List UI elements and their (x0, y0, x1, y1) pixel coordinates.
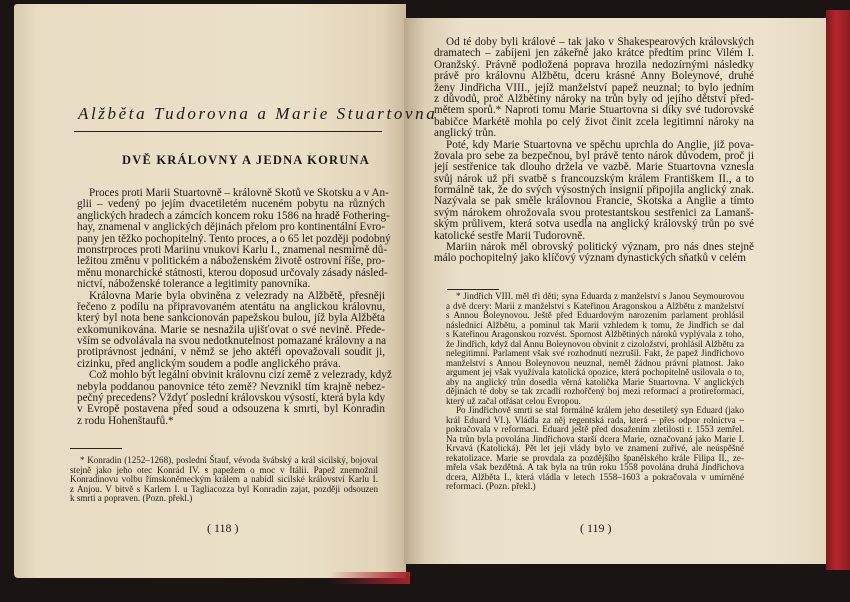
text-line: glii – vedený po jejím dvacetiletém nuceném pobytu na různých (77, 198, 385, 211)
text-line: dramatech – zabíjeni jen zákeřně jako krátce předtím princ Vilém I. (434, 47, 754, 60)
text-line: nebyla poddanou panovnice této země? Nevznikl tím krajně nebez- (77, 380, 385, 393)
text-line: svým nárokem ohrožovala svou protestantskou sestřenici za Lamanš- (434, 206, 754, 219)
page-number: ( 118 ) (207, 521, 239, 535)
text-line: vším se odvolávala na svou nedotknutelnost pomazané královny a na (77, 335, 387, 348)
footnote-paragraph (446, 292, 744, 406)
text-line: pečný precedens? Vždyť poslední královskou výsostí, která byla kdy (77, 392, 386, 405)
text-line: rekatolizace. Marie se provdala za pozdějšího španělského krále Filipa II., ze- (446, 452, 744, 463)
text-line: právě pro královnu Alžbětu, dceru krásné Anny Boleynové, druhé (434, 70, 754, 83)
text-line: Oranžský. Právně podložená poprava hrozila nedozírnými následky (434, 58, 754, 71)
text-line: následnicí Alžbětu, a pominul tak Marii vzhledem k tomu, že Jindřich se dal (446, 319, 744, 330)
paragraph (77, 291, 385, 371)
text-line: * Jindřich VIII. měl tři děti; syna Eduarda z manželství s Janou Seymourovou (456, 291, 744, 301)
text-line: * Konradin (1252–1268), poslední Štauf, vévoda švábský a král sicilský, bojoval (80, 455, 378, 465)
text-line: formálně tak, že do svých výsostných insignií připojila anglický znak. (434, 184, 754, 197)
paragraph (434, 242, 754, 265)
page-number: ( 119 ) (580, 521, 612, 535)
text-line: z rodu Hohenštaufů.* (77, 414, 174, 427)
text-line: s Annou Boleynovou. Ještě před Eduardovým narozením parlament prohlásil (446, 310, 744, 320)
footnote (70, 456, 378, 504)
left-footnote (70, 456, 378, 504)
left-body-text (77, 187, 392, 427)
text-line: Krvavá (Katolická). Pět let její vlády bylo ve znamení zuřivé, ale neúspěšné (446, 443, 744, 453)
text-line: anglický trůn. (434, 127, 497, 140)
text-line: její sestřenice tak dlouho držela ve vazbě. Marie Stuartovna vznesla (434, 161, 754, 174)
text-line: mětem sporů.* Naproti tomu Marie Stuartovna si díky své tudorovské (434, 104, 754, 117)
text-line: který už začal otřásat celou Evropou. (446, 395, 581, 406)
paragraph (77, 187, 391, 291)
text-line: argument jej však využívala katolická opozice, která pochopitelně usilovala o to, (446, 367, 744, 377)
text-line: hay, znamenal v anglických dějinách přelom pro kontinentální Evro- (77, 221, 385, 234)
footnote-rule (70, 448, 122, 449)
text-line: cizinku, před anglickým soudem a podle anglického práva. (77, 357, 341, 370)
text-line: řečeno z podílu na připravovaném atentátu na anglickou královnu, (77, 300, 385, 313)
text-line: v Evropě postavena před soud a odsouzena k smrti, byl Konradin (77, 403, 385, 416)
text-line: pokračovala v reformaci. Eduard ještě před dosažením zletilosti r. 1553 zemřel. (446, 424, 744, 434)
text-line: k smrti a popraven. (Pozn. překl.) (70, 493, 193, 503)
text-line: z důvodů, proč Alžbětiny nároky na trůn byly od jejího dětství před- (434, 92, 754, 105)
text-line: katolické sestře Marii Tudorovně. (434, 229, 586, 242)
header-rule (74, 131, 382, 132)
footnote-paragraph (446, 406, 744, 492)
text-line: dějinách té doby se tak zrcadlí rozhořčený boj mezi reformací a protireformací, (446, 386, 744, 396)
text-line: žovala pro sebe za bezpečnou, byl právě tento nárok důvodem, proč ji (434, 149, 754, 162)
text-line: ležitou změnu v politickém a náboženském životě ostrovní říše, pro- (77, 255, 385, 268)
text-line: pany jen těžko pochopitelný. Tento proces, a o 65 let později podobný (77, 232, 391, 245)
text-line: který byl nota bene sankcionován papežskou bulou, jíž byla Alžběta (77, 312, 385, 325)
text-line: Proces proti Marii Stuartovně – královně Skotů ve Skotsku a v An- (89, 187, 389, 199)
paragraph (77, 369, 392, 427)
text-line: manželství s Annou Boleynovou neuznal, neměl žádnou právní platnost. Jako (446, 357, 744, 368)
text-line: Což mohlo být legální obvinit královnu cizí země z velezrady, když (89, 369, 392, 382)
right-body-text (434, 37, 754, 265)
text-line: málo pochopitelný jako klíčový význam dynastických sňatků v celém (434, 252, 746, 265)
text-line: dcera, Alžběta I., která vládla v letech 1558–1603 a pokračovala v umírněné (446, 471, 744, 482)
book-edge (826, 10, 850, 570)
running-head: Alžběta Tudorovna a Marie Stuartovna (78, 104, 438, 123)
footnote-rule (447, 289, 499, 290)
right-footnote (446, 292, 744, 492)
text-line: reformaci. (Pozn. překl.) (446, 481, 536, 491)
text-line: babičce Markétě mohla po celý život činit zcela legitimní nároky na (434, 115, 754, 128)
text-line: král Eduard VI.). Vládla za něj regentská rada, která – přes odpor rolnictva – (446, 414, 744, 425)
book-cover-corner (330, 572, 410, 584)
text-line: Po Jindřichově smrti se stal formálně králem jeho desetiletý syn Eduard (jako (456, 405, 744, 415)
text-line: ským průlivem, která sotva usedla na anglický královský trůn po své (434, 218, 754, 231)
text-line: mřela však bezdětná. A tak byla na trůn roku 1558 povolána druhá Jindřichova (446, 462, 744, 472)
text-line: nelegitimní. Parlament však své rozhodnutí nezrušil. Fakt, že papež Jindřichovo (446, 348, 744, 358)
text-line: protiprávnost jednání, v němž se jeho aktéři opovažovali soudit ji, (77, 346, 385, 359)
text-line: měnu monarchické státnosti, kterou doposud určovaly zásady násled- (77, 266, 388, 279)
text-line: Mariin nárok měl obrovský politický význam, pro nás dnes stejně (446, 241, 754, 254)
section-title: DVĚ KRÁLOVNY A JEDNA KORUNA (122, 153, 370, 167)
text-line: aby na anglický trůn dosedla věrná katolička Marie Stuartovna. V anglických (446, 376, 744, 387)
text-line: monstrproces proti Mariinu vnukovi Karlu I., znamenal nesmírně dů- (77, 243, 388, 256)
text-line: Od té doby byli králové – tak jako v Shakespearových královských (446, 36, 754, 48)
text-line: Královna Marie byla obviněna z velezrady na Alžbětě, přesněji (89, 289, 385, 302)
paragraph (434, 37, 754, 140)
text-line: Na trůn byla povolána Jindřichova starší dcera Marie, označovaná jako Marie I. (446, 433, 744, 444)
text-line: Nazývala se pak směle královnou Francie, Skotska a Anglie a tímto (434, 195, 754, 208)
text-line: nictví, náboženské tolerance a legitimity panovníka. (77, 278, 311, 291)
text-line: anglických hradech a zámcích koncem roku 1586 na hradě Fothering- (77, 209, 390, 222)
text-line: ženy Jindřicha VIII., jejíž manželství papež neuznal; to bylo jedním (434, 81, 754, 94)
text-line: s Kateřinou Aragonskou rozvést. Spornost Alžbětiných nároků vyplývala z toho, (446, 329, 744, 339)
text-line: Konradinovu volbu římskoněmeckým králem a nabídl sicilské království Karlu I. (70, 474, 378, 484)
text-line: že Jindřich, když dal Annu Boleynovou obvinit z cizoložství, prohlásil Alžbětu za (446, 338, 744, 349)
text-line: stejně jako jeho otec Konrád IV. s papežem o moc v Itálii. Papež znemožnil (70, 464, 378, 475)
text-line: a dvě dcery: Marii z manželství s Kateřinou Aragonskou a Alžbětu z manželství (446, 300, 744, 311)
text-line: svůj nárok už při svatbě s francouzským králem Františkem II., a to (434, 172, 754, 185)
text-line: exkomunikována. Marie se nesnažila ujišťovat o své nevině. Přede- (77, 323, 385, 336)
paragraph (434, 140, 754, 243)
text-line: z Anjou. V bitvě s Karlem I. u Tagliacozza byl Konradin zajat, později odsouzen (70, 483, 378, 494)
text-line: Poté, kdy Marie Stuartovna ve spěchu uprchla do Anglie, již pova- (446, 138, 754, 151)
